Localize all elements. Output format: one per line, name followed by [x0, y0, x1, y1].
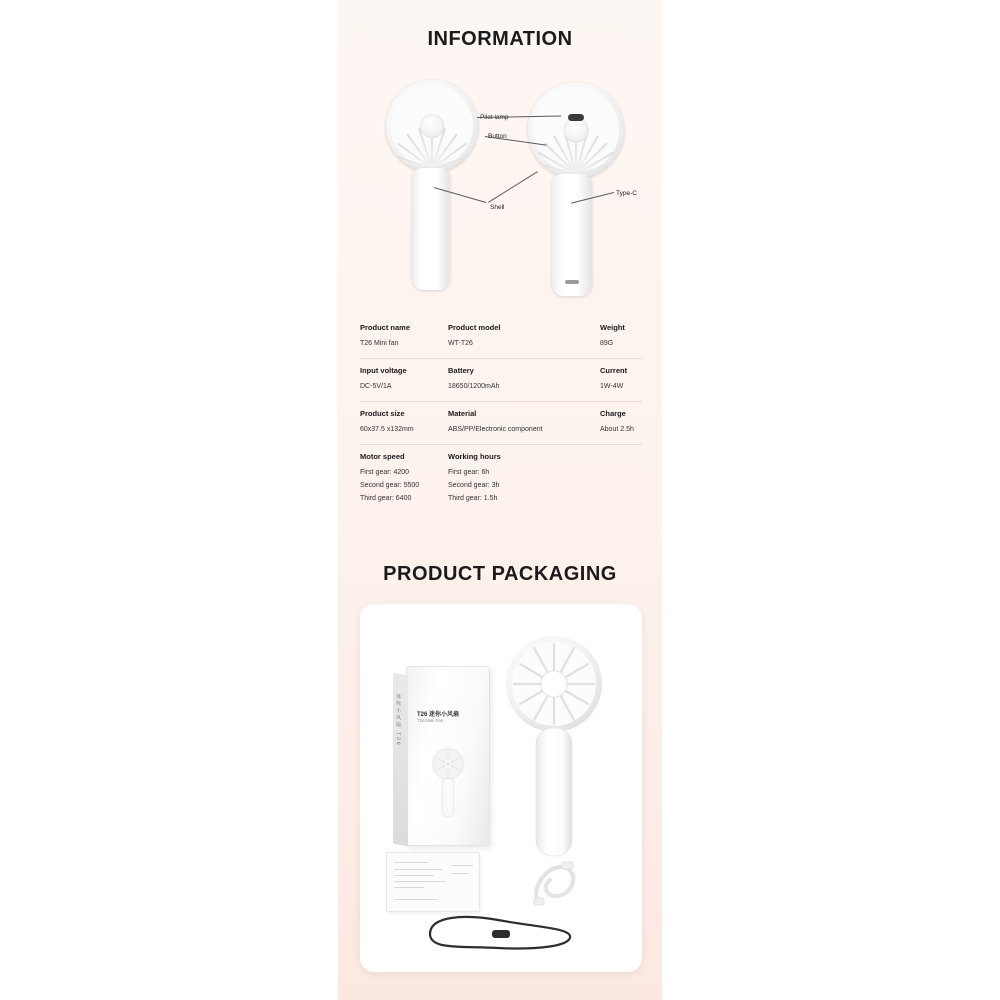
table-row: [360, 402, 642, 445]
table-row: [360, 359, 642, 402]
fan-hub-front: [420, 114, 444, 138]
spec-header: Working hours: [448, 452, 501, 461]
page-title-information: INFORMATION: [427, 28, 573, 50]
box-side-text: 迷你小风扇 T26: [395, 693, 401, 748]
fan-head-front: [386, 80, 478, 172]
product-sheet: [338, 0, 662, 1000]
fan-front-view: [376, 80, 486, 295]
fan-hub-back: [564, 118, 589, 143]
callout-shell: Shell: [490, 204, 505, 211]
callout-type-c: Type-C: [616, 190, 637, 197]
spec-header: Product model: [448, 323, 501, 332]
spec-header: Product name: [360, 323, 411, 332]
spec-header: Product size: [360, 409, 405, 418]
spec-header: Charge: [600, 409, 626, 418]
box-subtitle: T26 Mini Fan: [417, 718, 444, 723]
spec-header: Input voltage: [360, 366, 407, 375]
spec-value: Second gear: 5500: [360, 482, 420, 489]
pilot-lamp-icon: [568, 114, 584, 121]
spec-value: T26 Mini fan: [360, 340, 399, 347]
type-c-port-icon: [565, 280, 579, 284]
spec-value: WT-T26: [448, 340, 473, 347]
spec-value: ABS/PP/Electronic component: [448, 426, 543, 433]
spec-value: Third gear: 6400: [360, 495, 412, 502]
spec-value: First gear: 4200: [360, 469, 410, 476]
spec-header: Motor speed: [360, 452, 405, 461]
spec-table: [360, 316, 642, 513]
callout-button: Button: [488, 133, 507, 140]
user-manual: [386, 852, 480, 912]
spec-value: 60x37.5 x132mm: [360, 426, 414, 433]
spec-value: 89G: [600, 340, 614, 347]
spec-header: Current: [600, 366, 628, 375]
box-fan-artwork: [429, 745, 467, 821]
spec-header: Material: [448, 409, 477, 418]
fan-diagram: [338, 70, 662, 310]
retail-box: [395, 666, 490, 846]
fan-handle-front: [412, 168, 450, 290]
callout-pilot-lamp: Pilot lamp: [480, 114, 509, 121]
spec-value: 1W-4W: [600, 383, 624, 390]
packaging-photo: [360, 604, 642, 972]
spec-value: About 2.5h: [600, 426, 634, 433]
page-title-packaging: PRODUCT PACKAGING: [383, 563, 617, 585]
mini-fan-unit: [498, 632, 610, 862]
fan-handle-back: [552, 174, 592, 296]
wrist-lanyard: [418, 912, 578, 956]
spec-value: Second gear: 3h: [448, 482, 500, 489]
spec-value: First gear: 6h: [448, 469, 490, 476]
spec-header: Battery: [448, 366, 474, 375]
table-row: [360, 445, 642, 513]
spec-value: 18650/1200mAh: [448, 383, 500, 390]
spec-value: DC-5V/1A: [360, 383, 392, 390]
usb-cable: [528, 856, 592, 912]
table-row: [360, 316, 642, 359]
box-title: T26 迷你小风扇: [417, 712, 460, 718]
fan-head-back: [528, 82, 624, 178]
spec-value: Third gear: 1.5h: [448, 495, 498, 502]
retail-box-side: [393, 673, 408, 847]
spec-header: Weight: [600, 323, 625, 332]
